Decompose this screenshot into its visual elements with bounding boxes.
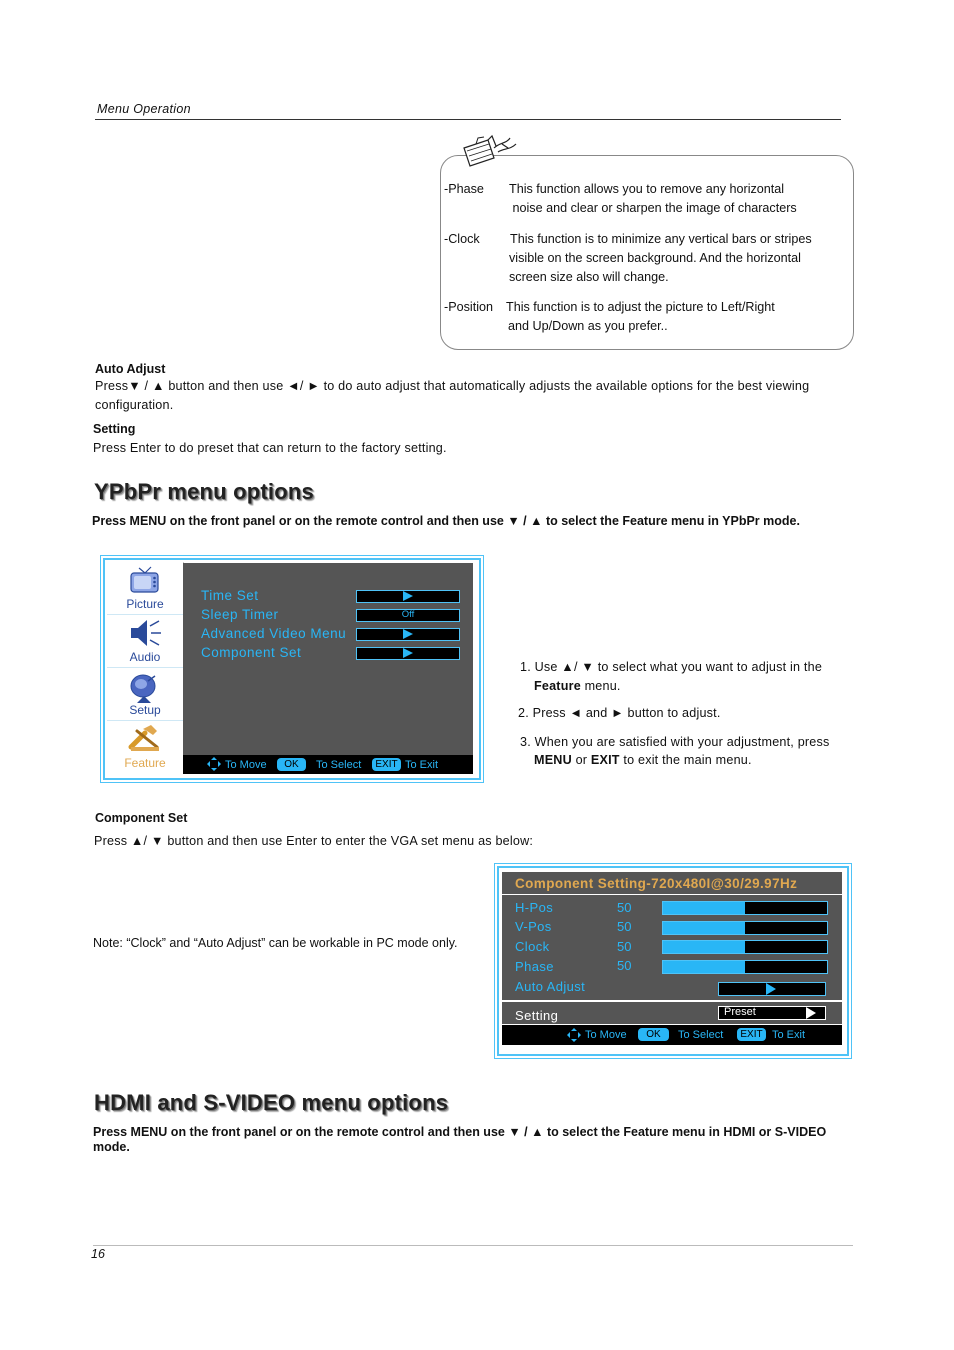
- setting-text: Press Enter to do preset that can return to the factory setting.: [93, 441, 447, 455]
- note-desc-phase-2: noise and clear or sharpen the image of characters: [509, 201, 797, 215]
- row-phase-value: 50: [617, 958, 632, 973]
- ok-button[interactable]: OK: [277, 758, 306, 771]
- navigate-arrows-icon: [567, 1028, 581, 1042]
- auto-adjust-slot[interactable]: [718, 982, 826, 996]
- osd2-title: Component Setting-720x480I@30/29.97Hz: [515, 876, 798, 891]
- step-3-menu: MENU: [534, 753, 572, 767]
- sidebar-item-feature[interactable]: [107, 721, 183, 773]
- step-1-feature: Feature: [534, 679, 581, 693]
- row-auto-adjust-label[interactable]: Auto Adjust: [515, 979, 586, 994]
- arrow-right-icon: [403, 648, 413, 658]
- note-desc-phase-1: This function allows you to remove any horizontal: [509, 182, 785, 196]
- osd-sidebar: [107, 562, 184, 774]
- row-v-pos-label[interactable]: V-Pos: [515, 919, 552, 934]
- h-pos-slider-fill: [663, 902, 745, 914]
- step-3-line-2: [534, 751, 752, 770]
- arrow-right-icon: [766, 983, 776, 995]
- setting-label: Setting: [515, 1008, 559, 1023]
- menu-item-component-set[interactable]: Component Set: [201, 645, 302, 660]
- osd-footer-bar: [183, 755, 473, 774]
- arrow-right-icon: [403, 629, 413, 639]
- step-1-menu: menu.: [580, 679, 621, 693]
- note-desc-position-1: This function is to adjust the picture to Left/Right: [506, 300, 775, 314]
- page-number: 16: [91, 1247, 105, 1261]
- notepad-hand-icon: [458, 134, 520, 168]
- sidebar-item-setup[interactable]: [107, 668, 183, 721]
- osd2-settings-panel: [502, 895, 842, 1000]
- ok-button[interactable]: OK: [638, 1028, 669, 1041]
- note-desc-clock-3: screen size also will change.: [509, 270, 669, 284]
- osd2-footer-bar: [502, 1025, 842, 1045]
- arrow-right-icon: [806, 1007, 816, 1019]
- component-set-heading: Component Set: [95, 811, 188, 825]
- hdmi-instruction-1: Press MENU on the front panel or on the remote control and then use ▼ / ▲ to select the Feature menu in HDMI or S-VIDEO: [93, 1125, 827, 1139]
- menu-item-advanced-video[interactable]: Advanced Video Menu: [201, 626, 347, 641]
- sidebar-label-picture: Picture: [126, 597, 164, 611]
- footer-exit-label: To Exit: [772, 1029, 806, 1041]
- note-term-clock: -Clock: [444, 232, 480, 246]
- row-phase-label[interactable]: Phase: [515, 959, 554, 974]
- ypbpr-instruction: Press MENU on the front panel or on the remote control and then use ▼ / ▲ to select the Feature menu in YPbPr mode.: [92, 514, 800, 528]
- footer-divider: [93, 1245, 853, 1246]
- note-desc-clock-2: visible on the screen background. And the horizontal: [509, 251, 801, 265]
- osd2-title-bar: [502, 872, 842, 896]
- satellite-dish-icon: [129, 672, 161, 704]
- sidebar-label-audio: Audio: [129, 650, 161, 664]
- advanced-video-slot[interactable]: [356, 628, 460, 641]
- step-1-line-1: 1. Use ▲/ ▼ to select what you want to adjust in the: [520, 660, 823, 674]
- phase-slider-fill: [663, 961, 745, 973]
- step-3-exit: EXIT: [590, 753, 620, 767]
- footer-select-label: To Select: [678, 1029, 724, 1041]
- component-set-text: Press ▲/ ▼ button and then use Enter to enter the VGA set menu as below:: [94, 834, 534, 848]
- navigate-arrows-icon: [207, 757, 221, 771]
- step-1-line-2: [534, 677, 621, 696]
- hdmi-heading: HDMI and S-VIDEO menu options: [94, 1090, 449, 1115]
- auto-adjust-heading: Auto Adjust: [95, 362, 166, 376]
- note-desc-position-2: and Up/Down as you prefer..: [508, 319, 668, 333]
- step-3-line-1: 3. When you are satisfied with your adjustment, press: [520, 735, 830, 749]
- ypbpr-heading: YPbPr menu options: [94, 479, 314, 504]
- row-clock-value: 50: [617, 939, 632, 954]
- sleep-timer-value: Off: [401, 609, 415, 620]
- phase-slider[interactable]: [662, 960, 828, 974]
- step-2: 2. Press ◄ and ► button to adjust.: [518, 706, 721, 720]
- auto-adjust-text-1: Press▼ / ▲ button and then use ◄/ ► to do auto adjust that automatically adjusts the available options for the best viewing: [95, 379, 810, 393]
- note-term-phase: -Phase: [444, 182, 484, 196]
- footer-select-label: To Select: [316, 759, 362, 771]
- sidebar-item-audio[interactable]: [107, 615, 183, 668]
- tools-icon: [127, 723, 163, 753]
- preset-button[interactable]: [718, 1006, 826, 1020]
- speaker-icon: [127, 617, 163, 649]
- arrow-right-icon: [403, 591, 413, 601]
- row-h-pos-value: 50: [617, 900, 632, 915]
- menu-item-time-set[interactable]: Time Set: [201, 588, 259, 603]
- row-v-pos-value: 50: [617, 919, 632, 934]
- sidebar-label-setup: Setup: [129, 703, 161, 717]
- sidebar-item-picture[interactable]: [107, 562, 183, 615]
- osd-feature-panel: [183, 563, 473, 755]
- sidebar-label-feature: Feature: [124, 756, 166, 770]
- hdmi-instruction-2: mode.: [93, 1140, 130, 1154]
- note-term-position: -Position: [444, 300, 493, 314]
- v-pos-slider-fill: [663, 922, 745, 934]
- time-set-slot[interactable]: [356, 590, 460, 603]
- footer-move-label: To Move: [585, 1029, 627, 1041]
- running-header: Menu Operation: [97, 102, 191, 116]
- row-clock-label[interactable]: Clock: [515, 939, 550, 954]
- note-desc-clock-1: This function is to minimize any vertical bars or stripes: [510, 232, 812, 246]
- step-3-or: or: [571, 753, 591, 767]
- setting-heading: Setting: [93, 422, 136, 436]
- tv-icon: [129, 566, 161, 594]
- menu-item-sleep-timer[interactable]: Sleep Timer: [201, 607, 279, 622]
- step-3-end: to exit the main menu.: [619, 753, 752, 767]
- component-set-slot[interactable]: [356, 647, 460, 660]
- v-pos-slider[interactable]: [662, 921, 828, 935]
- preset-label: Preset: [724, 1006, 756, 1018]
- footer-move-label: To Move: [225, 759, 267, 771]
- sleep-timer-slot[interactable]: [356, 609, 460, 622]
- exit-button[interactable]: EXIT: [372, 758, 401, 771]
- clock-slider[interactable]: [662, 940, 828, 954]
- exit-button[interactable]: EXIT: [737, 1028, 766, 1041]
- auto-adjust-text-2: configuration.: [95, 398, 174, 412]
- component-note: Note: “Clock” and “Auto Adjust” can be workable in PC mode only.: [93, 936, 458, 950]
- header-divider: [95, 119, 841, 120]
- h-pos-slider[interactable]: [662, 901, 828, 915]
- osd2-setting-row: [502, 1002, 842, 1024]
- footer-exit-label: To Exit: [405, 759, 439, 771]
- row-h-pos-label[interactable]: H-Pos: [515, 900, 554, 915]
- clock-slider-fill: [663, 941, 745, 953]
